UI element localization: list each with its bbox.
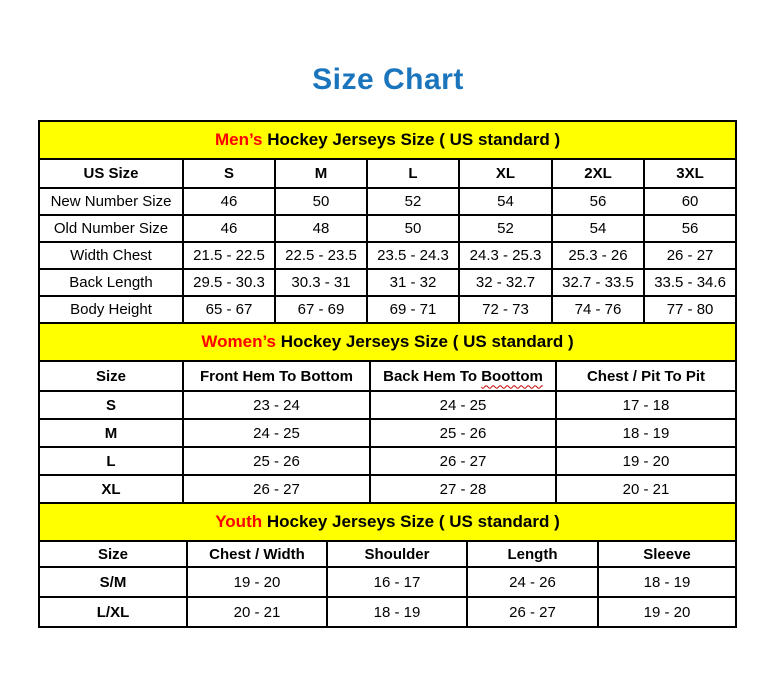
mens-size-value: 32 - 32.7 bbox=[459, 269, 552, 296]
womens-table-row bbox=[39, 419, 736, 447]
mens-header-row bbox=[39, 159, 736, 188]
womens-size-table bbox=[38, 322, 737, 504]
womens-size-value: 25 - 26 bbox=[370, 419, 556, 447]
mens-column-header: L bbox=[367, 159, 459, 188]
mens-size-value: 50 bbox=[367, 215, 459, 242]
youth-column-header: Chest / Width bbox=[187, 541, 327, 567]
mens-size-value: 31 - 32 bbox=[367, 269, 459, 296]
youth-caption-rest: Hockey Jerseys Size ( US standard ) bbox=[262, 512, 560, 531]
youth-column-header: Sleeve bbox=[598, 541, 736, 567]
youth-size-value: 24 - 26 bbox=[467, 567, 598, 597]
mens-size-value: 24.3 - 25.3 bbox=[459, 242, 552, 269]
mens-size-value: 69 - 71 bbox=[367, 296, 459, 323]
youth-size-value: 18 - 19 bbox=[598, 567, 736, 597]
youth-column-header: Shoulder bbox=[327, 541, 467, 567]
mens-size-value: 74 - 76 bbox=[552, 296, 644, 323]
youth-size-value: 26 - 27 bbox=[467, 597, 598, 627]
mens-row-label: New Number Size bbox=[39, 188, 183, 215]
mens-table-row bbox=[39, 188, 736, 215]
youth-row-label: L/XL bbox=[39, 597, 187, 627]
mens-caption-highlight: Men’s bbox=[214, 130, 263, 149]
womens-size-value: 18 - 19 bbox=[556, 419, 736, 447]
mens-column-header: M bbox=[275, 159, 367, 188]
mens-size-value: 25.3 - 26 bbox=[552, 242, 644, 269]
youth-size-value: 16 - 17 bbox=[327, 567, 467, 597]
womens-column-header: Chest / Pit To Pit bbox=[556, 361, 736, 391]
womens-row-label: M bbox=[39, 419, 183, 447]
womens-header-row bbox=[39, 361, 736, 391]
mens-size-value: 52 bbox=[459, 215, 552, 242]
mens-size-value: 29.5 - 30.3 bbox=[183, 269, 275, 296]
mens-column-header: 2XL bbox=[552, 159, 644, 188]
mens-size-value: 48 bbox=[275, 215, 367, 242]
womens-caption-row bbox=[39, 323, 736, 361]
womens-row-label: S bbox=[39, 391, 183, 419]
womens-size-value: 27 - 28 bbox=[370, 475, 556, 503]
womens-size-value: 23 - 24 bbox=[183, 391, 370, 419]
womens-caption-rest: Hockey Jerseys Size ( US standard ) bbox=[276, 332, 574, 351]
youth-size-table bbox=[38, 502, 737, 628]
mens-size-value: 52 bbox=[367, 188, 459, 215]
mens-table-row bbox=[39, 269, 736, 296]
mens-column-header: US Size bbox=[39, 159, 183, 188]
youth-size-value: 20 - 21 bbox=[187, 597, 327, 627]
page-title: Size Chart bbox=[312, 63, 464, 96]
mens-table-row bbox=[39, 296, 736, 323]
mens-size-value: 46 bbox=[183, 188, 275, 215]
mens-size-value: 56 bbox=[552, 188, 644, 215]
mens-size-value: 32.7 - 33.5 bbox=[552, 269, 644, 296]
mens-size-value: 56 bbox=[644, 215, 736, 242]
womens-size-value: 26 - 27 bbox=[370, 447, 556, 475]
womens-size-value: 20 - 21 bbox=[556, 475, 736, 503]
mens-size-value: 77 - 80 bbox=[644, 296, 736, 323]
mens-caption-row bbox=[39, 121, 736, 159]
womens-column-header: Front Hem To Bottom bbox=[183, 361, 370, 391]
mens-size-value: 26 - 27 bbox=[644, 242, 736, 269]
youth-caption-highlight: Youth bbox=[215, 512, 263, 531]
mens-table-row bbox=[39, 242, 736, 269]
mens-size-value: 30.3 - 31 bbox=[275, 269, 367, 296]
mens-row-label: Body Height bbox=[39, 296, 183, 323]
mens-size-table bbox=[38, 120, 737, 324]
womens-size-value: 25 - 26 bbox=[183, 447, 370, 475]
size-tables-container bbox=[38, 120, 735, 628]
womens-size-value: 24 - 25 bbox=[370, 391, 556, 419]
mens-size-value: 46 bbox=[183, 215, 275, 242]
womens-table-row bbox=[39, 475, 736, 503]
mens-row-label: Back Length bbox=[39, 269, 183, 296]
womens-size-value: 24 - 25 bbox=[183, 419, 370, 447]
back-hem-typo-word: Boottom bbox=[481, 367, 543, 385]
mens-size-value: 21.5 - 22.5 bbox=[183, 242, 275, 269]
mens-size-value: 72 - 73 bbox=[459, 296, 552, 323]
mens-size-value: 65 - 67 bbox=[183, 296, 275, 323]
mens-table-row bbox=[39, 215, 736, 242]
womens-table-row bbox=[39, 447, 736, 475]
back-hem-prefix: Back Hem To bbox=[383, 367, 478, 385]
womens-size-value: 26 - 27 bbox=[183, 475, 370, 503]
womens-column-header: Size bbox=[39, 361, 183, 391]
youth-header-row bbox=[39, 541, 736, 567]
youth-size-value: 19 - 20 bbox=[598, 597, 736, 627]
mens-column-header: 3XL bbox=[644, 159, 736, 188]
mens-size-value: 67 - 69 bbox=[275, 296, 367, 323]
mens-size-value: 54 bbox=[459, 188, 552, 215]
womens-row-label: XL bbox=[39, 475, 183, 503]
womens-column-header-misspelled bbox=[370, 361, 556, 391]
mens-size-value: 54 bbox=[552, 215, 644, 242]
youth-section-header bbox=[39, 503, 736, 541]
womens-size-value: 17 - 18 bbox=[556, 391, 736, 419]
womens-size-value: 19 - 20 bbox=[556, 447, 736, 475]
youth-row-label: S/M bbox=[39, 567, 187, 597]
mens-column-header: XL bbox=[459, 159, 552, 188]
mens-size-value: 23.5 - 24.3 bbox=[367, 242, 459, 269]
youth-column-header: Size bbox=[39, 541, 187, 567]
womens-table-row bbox=[39, 391, 736, 419]
mens-section-header bbox=[39, 121, 736, 159]
youth-table-row bbox=[39, 597, 736, 627]
youth-caption-row bbox=[39, 503, 736, 541]
youth-size-value: 18 - 19 bbox=[327, 597, 467, 627]
mens-row-label: Old Number Size bbox=[39, 215, 183, 242]
youth-table-row bbox=[39, 567, 736, 597]
mens-size-value: 60 bbox=[644, 188, 736, 215]
mens-size-value: 50 bbox=[275, 188, 367, 215]
womens-caption-highlight: Women’s bbox=[201, 332, 276, 351]
mens-row-label: Width Chest bbox=[39, 242, 183, 269]
mens-column-header: S bbox=[183, 159, 275, 188]
womens-row-label: L bbox=[39, 447, 183, 475]
youth-size-value: 19 - 20 bbox=[187, 567, 327, 597]
mens-caption-rest: Hockey Jerseys Size ( US standard ) bbox=[262, 130, 561, 149]
womens-section-header bbox=[39, 323, 736, 361]
mens-size-value: 33.5 - 34.6 bbox=[644, 269, 736, 296]
youth-column-header: Length bbox=[467, 541, 598, 567]
mens-size-value: 22.5 - 23.5 bbox=[275, 242, 367, 269]
